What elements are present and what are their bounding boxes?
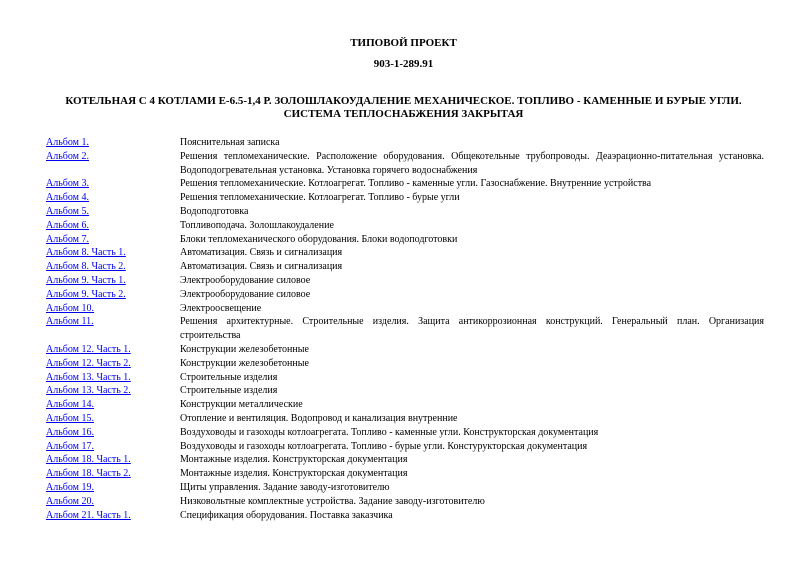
album-link-13-part-2[interactable]: Альбом 13. Часть 2. bbox=[46, 385, 131, 397]
album-link-3[interactable]: Альбом 3. bbox=[46, 178, 89, 190]
album-link-1[interactable]: Альбом 1. bbox=[46, 137, 89, 148]
album-row bbox=[46, 150, 764, 178]
album-row bbox=[46, 288, 764, 302]
album-description: Спецификация оборудования. Поставка заказчика bbox=[180, 509, 393, 521]
album-row bbox=[46, 481, 764, 495]
album-link-9-part-2[interactable]: Альбом 9. Часть 2. bbox=[46, 288, 126, 300]
album-link-12-part-2[interactable]: Альбом 12. Часть 2. bbox=[46, 357, 131, 369]
album-list bbox=[46, 136, 764, 522]
project-title: КОТЕЛЬНАЯ С 4 КОТЛАМИ Е-6.5-1,4 Р. ЗОЛОШЛАКОУДАЛЕНИЕ МЕХАНИЧЕСКОЕ. ТОПЛИВО - КАМЕННЫЕ И БУРЫЕ УГЛИ. СИСТЕМА ТЕПЛОСНАБЖЕНИЯ ЗАКРЫТАЯ bbox=[65, 95, 742, 120]
album-description: Строительные изделия bbox=[180, 385, 278, 397]
album-description: Монтажные изделия. Конструкторская документация bbox=[180, 454, 408, 466]
album-row bbox=[46, 191, 764, 205]
album-row bbox=[46, 371, 764, 385]
album-link-15[interactable]: Альбом 15. bbox=[46, 412, 94, 424]
album-description: Решения тепломеханические. Расположение оборудования. Общекотельные трубопроводы. Деаэрационно-питательная установка. Водоподогревательная установка. Установка горячего водоснабжения bbox=[180, 150, 764, 176]
album-description: Решения тепломеханические. Котлоагрегат. Топливо - каменные угли. Газоснабжение. Внутренние устройства bbox=[180, 178, 652, 190]
album-link-8-part-2[interactable]: Альбом 8. Часть 2. bbox=[46, 261, 126, 273]
album-link-5[interactable]: Альбом 5. bbox=[46, 205, 89, 217]
album-row bbox=[46, 219, 764, 233]
album-row bbox=[46, 343, 764, 357]
album-row bbox=[46, 274, 764, 288]
album-description: Конструкции железобетонные bbox=[180, 343, 309, 355]
album-description: Решения тепломеханические. Котлоагрегат. Топливо - бурые угли bbox=[180, 192, 460, 204]
project-type-label: ТИПОВОЙ ПРОЕКТ bbox=[350, 37, 457, 49]
album-link-7[interactable]: Альбом 7. bbox=[46, 233, 89, 245]
album-row bbox=[46, 357, 764, 371]
album-description: Решения архитектурные. Строительные изделия. Защита антикоррозионная конструкций. Генеральный план. Организация строительства bbox=[180, 316, 764, 342]
album-row bbox=[46, 136, 764, 150]
album-row bbox=[46, 509, 764, 523]
album-description: Низковольтные комплектные устройства. Задание заводу-изготовителю bbox=[180, 495, 485, 507]
album-row bbox=[46, 233, 764, 247]
album-link-17[interactable]: Альбом 17. bbox=[46, 440, 94, 452]
album-description: Щиты управления. Задание заводу-изготовителю bbox=[180, 481, 390, 493]
album-description: Монтажные изделия. Конструкторская документация bbox=[180, 468, 408, 480]
album-row bbox=[46, 453, 764, 467]
album-link-12-part-1[interactable]: Альбом 12. Часть 1. bbox=[46, 343, 131, 355]
album-row bbox=[46, 177, 764, 191]
album-link-11[interactable]: Альбом 11. bbox=[46, 316, 94, 328]
album-row bbox=[46, 398, 764, 412]
album-description: Электрооборудование силовое bbox=[180, 288, 311, 300]
album-description: Автоматизация. Связь и сигнализация bbox=[180, 261, 343, 273]
album-description: Воздуховоды и газоходы котлоагрегата. Топливо - каменные угли. Конструкторская документация bbox=[180, 426, 599, 438]
album-link-14[interactable]: Альбом 14. bbox=[46, 399, 94, 411]
album-row bbox=[46, 440, 764, 454]
album-row bbox=[46, 302, 764, 316]
album-description: Электроосвещение bbox=[180, 302, 262, 314]
album-row bbox=[46, 260, 764, 274]
album-description: Водоподготовка bbox=[180, 205, 249, 217]
album-description: Воздуховоды и газоходы котлоагрегата. Топливо - бурые угли. Констурукторская документация bbox=[180, 440, 588, 452]
album-description: Блоки тепломеханического оборудования. Блоки водоподготовки bbox=[180, 233, 458, 245]
album-row bbox=[46, 426, 764, 440]
album-description: Топливоподача. Золошлакоудаление bbox=[180, 219, 334, 231]
album-description: Конструкции металлические bbox=[180, 399, 303, 411]
album-link-18-part-1[interactable]: Альбом 18. Часть 1. bbox=[46, 454, 131, 466]
album-description: Отопление и вентиляция. Водопровод и канализация внутренние bbox=[180, 412, 458, 424]
album-description: Конструкции железобетонные bbox=[180, 357, 309, 369]
album-link-13-part-1[interactable]: Альбом 13. Часть 1. bbox=[46, 371, 131, 383]
album-list-body bbox=[46, 136, 764, 522]
album-row bbox=[46, 467, 764, 481]
album-link-9-part-1[interactable]: Альбом 9. Часть 1. bbox=[46, 274, 126, 286]
album-link-21-part-1[interactable]: Альбом 21. Часть 1. bbox=[46, 509, 131, 521]
album-row bbox=[46, 495, 764, 509]
album-row bbox=[46, 412, 764, 426]
album-link-2[interactable]: Альбом 2. bbox=[46, 150, 89, 162]
album-link-6[interactable]: Альбом 6. bbox=[46, 219, 89, 231]
album-link-10[interactable]: Альбом 10. bbox=[46, 302, 94, 314]
album-description: Автоматизация. Связь и сигнализация bbox=[180, 247, 343, 259]
album-link-8-part-1[interactable]: Альбом 8. Часть 1. bbox=[46, 247, 126, 259]
album-link-4[interactable]: Альбом 4. bbox=[46, 192, 89, 204]
album-link-20[interactable]: Альбом 20. bbox=[46, 495, 94, 507]
album-row bbox=[46, 246, 764, 260]
album-link-19[interactable]: Альбом 19. bbox=[46, 481, 94, 493]
album-row bbox=[46, 315, 764, 343]
project-code: 903-1-289.91 bbox=[373, 58, 434, 70]
album-description: Электрооборудование силовое bbox=[180, 274, 311, 286]
album-row bbox=[46, 384, 764, 398]
album-link-18-part-2[interactable]: Альбом 18. Часть 2. bbox=[46, 468, 131, 480]
album-link-16[interactable]: Альбом 16. bbox=[46, 426, 94, 438]
album-row bbox=[46, 205, 764, 219]
album-description: Пояснительная записка bbox=[180, 137, 280, 148]
album-description: Строительные изделия bbox=[180, 371, 278, 383]
